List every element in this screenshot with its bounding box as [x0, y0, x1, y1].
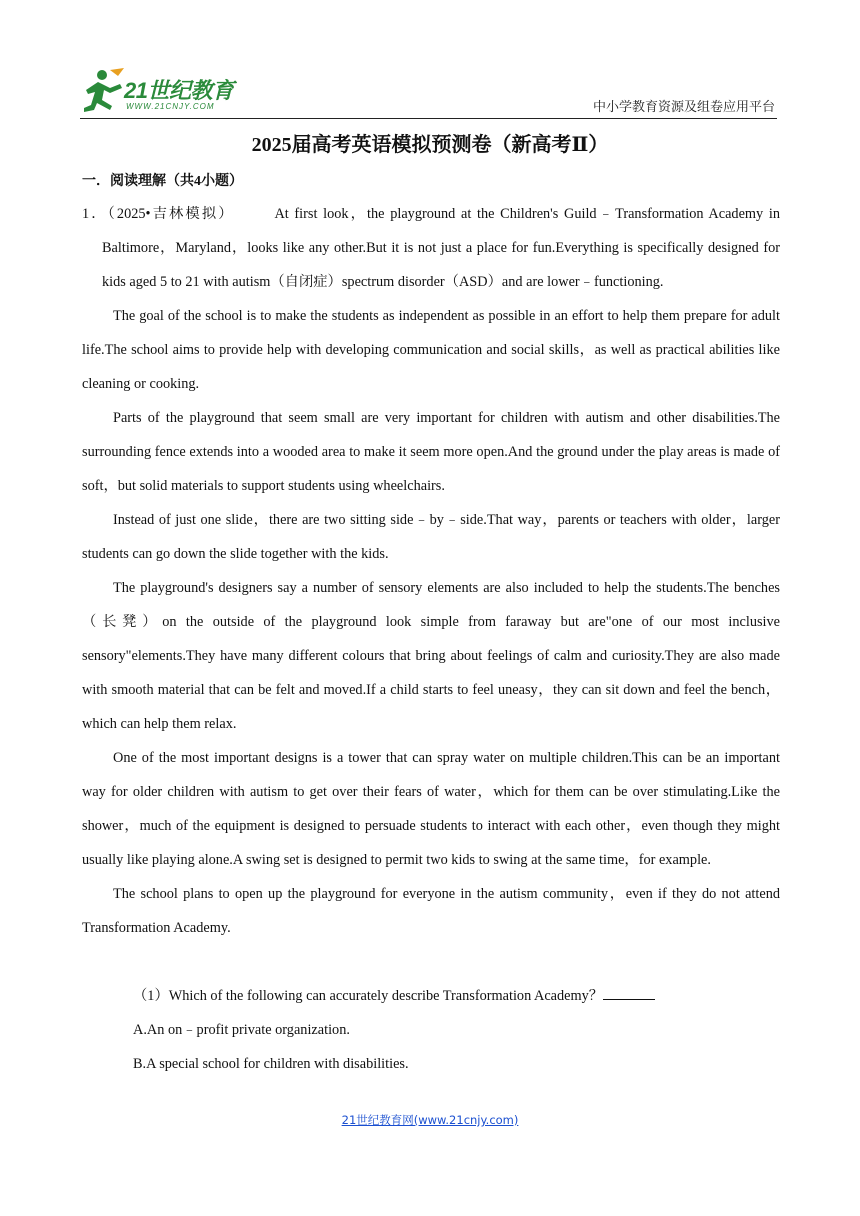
page-header [80, 66, 777, 119]
passage-paragraph: The school plans to open up the playground for everyone in the autism community，even if they do not attend Transformation Academy. [82, 886, 780, 936]
answer-option[interactable]: A.An on﹣profit private organization. [133, 1022, 350, 1038]
passage-paragraph: Instead of just one slide，there are two sitting side﹣by﹣side.That way，parents or teachers with older，larger students can go down the slide together with the kids. [82, 512, 780, 562]
paragraph-text: At first look，the playground at the Children's Guild﹣Transformation Academy in Baltimore，Maryland，looks like any other.But it is not just a place for fun.Everything is specifically designed for kids aged 5 to 21 with autism（自闭症）spectrum disorder（ASD）and are lower﹣functioning. [102, 206, 780, 290]
passage-paragraph: One of the most important designs is a tower that can spray water on multiple children.This can be an important way for older children with autism to get over their fears of water，which for them can be over stimulating.Like the shower，much of the equipment is designed to persuade students to interact with each other，even though they might usually like playing alone.A swing set is designed to permit two kids to swing at the same time，for example. [82, 750, 780, 868]
page-footer [0, 1112, 860, 1128]
page-title: 2025届高考英语模拟预测卷（新高考Ⅱ） [251, 134, 609, 156]
passage-paragraph: The goal of the school is to make the students as independent as possible in an effort to help them prepare for adult life.The school aims to provide help with developing communication and social skills，as well as practical abilities like cleaning or cooking. [82, 308, 780, 392]
logo-url: WWW.21CNJY.COM [126, 102, 215, 111]
sub-question: （1）Which of the following can accurately describe Transformation Academy？ [82, 979, 780, 1013]
answer-blank[interactable] [603, 985, 655, 1000]
platform-name: 中小学教育资源及组卷应用平台 [592, 100, 775, 115]
footer-link[interactable]: 21世纪教育网(www.21cnjy.com) [341, 1113, 519, 1127]
runner-logo-icon [80, 66, 126, 118]
question-source: 1．（2025•吉林模拟） [82, 206, 235, 222]
passage-paragraph: Parts of the playground that seem small are very important for children with autism and other disabilities.The surrounding fence extends into a wooded area to make it seem more open.And the ground under the play areas is made of soft，but solid materials to support students using wheelchairs. [82, 410, 780, 494]
question-content [82, 197, 780, 1081]
passage-paragraph: The playground's designers say a number of sensory elements are also included to help the students.The benches（长凳）on the outside of the playground look simple from faraway but are"one of our most inclusive sensory"elements.They have many different colours that bring about feelings of calm and curiosity.They are also made with smooth material that can be felt and moved.If a child starts to feel uneasy，they can sit down and feel the bench，which can help them relax. [82, 580, 780, 732]
logo-text: 21世纪教育 [124, 78, 234, 103]
site-logo[interactable] [80, 66, 250, 118]
question-paragraph [82, 197, 780, 299]
section-heading: 一．阅读理解（共4小题） [82, 174, 243, 189]
answer-option[interactable]: B.A special school for children with disabilities. [133, 1056, 409, 1072]
